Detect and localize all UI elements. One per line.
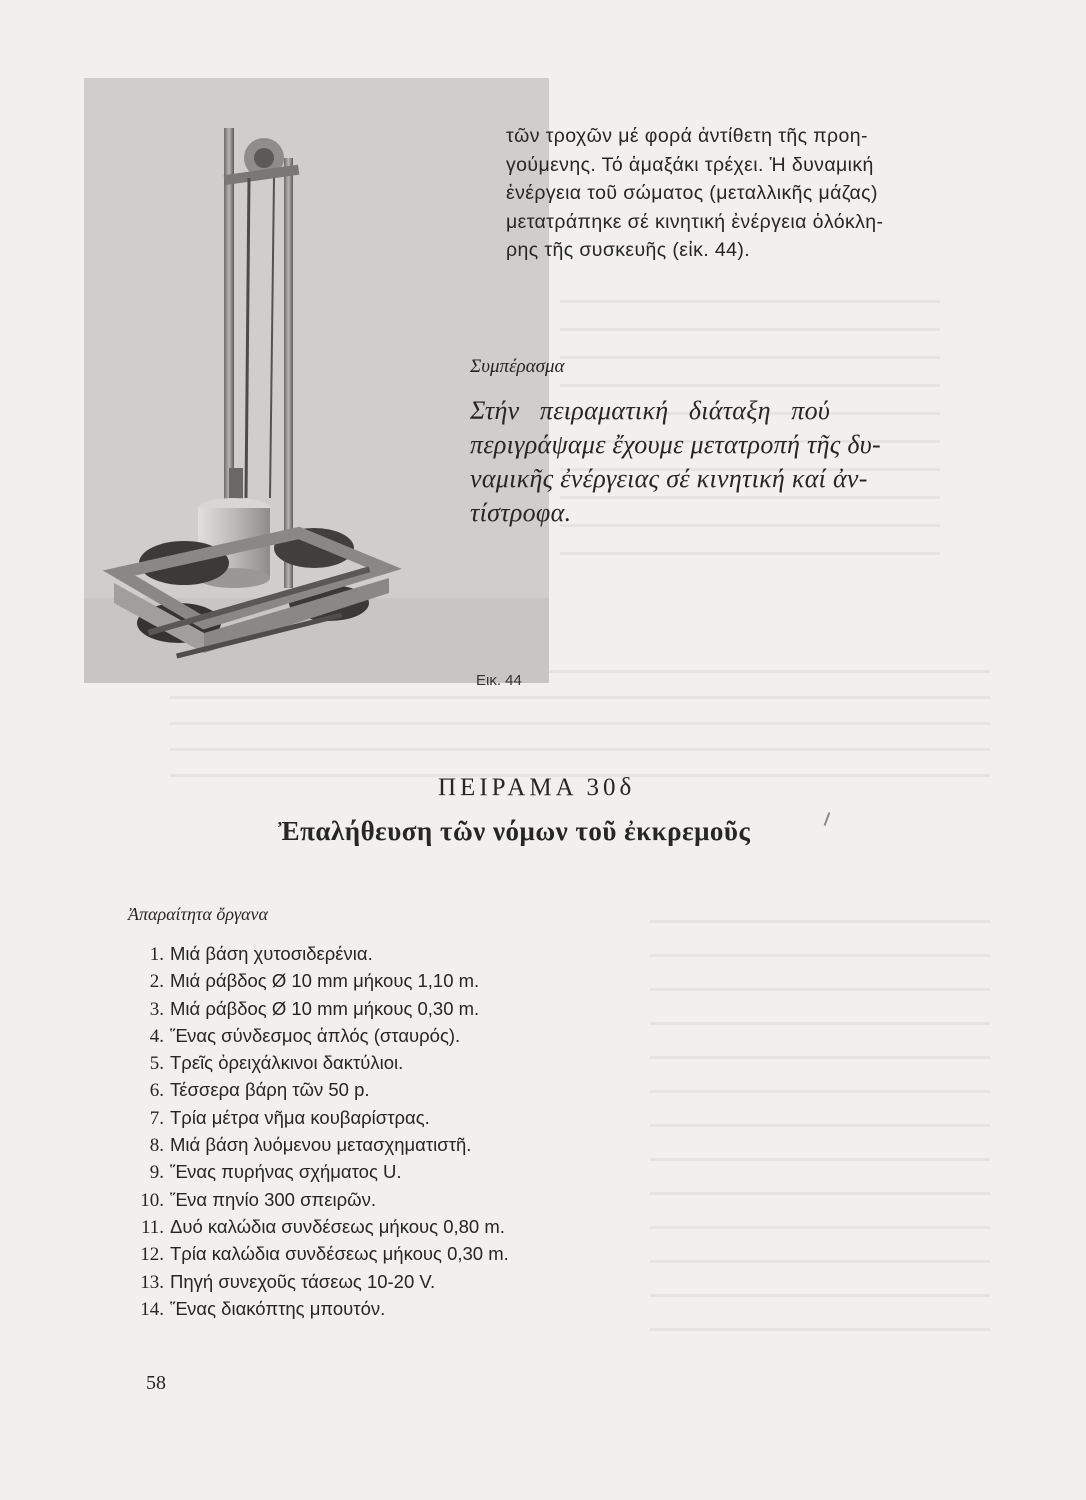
list-item: 14. Ἕνας διακόπτης μπουτόν. bbox=[140, 1297, 386, 1320]
experiment-subtitle: Ἐπαλήθευση τῶν νόμων τοῦ ἐκκρεμοῦς bbox=[278, 816, 751, 846]
bleed-through bbox=[170, 670, 990, 790]
list-item: 8. Μιά βάση λυόμενου μετασχηματιστῆ. bbox=[149, 1134, 472, 1157]
apparatus-illustration bbox=[84, 78, 549, 683]
paragraph-line: ἐνέργεια τοῦ σώματος (μεταλλικῆς μάζας) bbox=[506, 182, 878, 204]
requirements-list bbox=[128, 940, 688, 1322]
bleed-through bbox=[650, 920, 990, 1360]
list-item: 4. Ἕνας σύνδεσμος ἁπλός (σταυρός). bbox=[149, 1024, 461, 1047]
figure-caption: Εικ. 44 bbox=[476, 672, 522, 689]
conclusion-line: περιγράψαμε ἔχουμε μετατροπή τῆς δυ- bbox=[470, 430, 881, 459]
body-paragraph bbox=[506, 122, 966, 265]
figure-photo bbox=[84, 78, 549, 683]
paragraph-line: τῶν τροχῶν μέ φορά ἀντίθετη τῆς προη- bbox=[506, 125, 868, 147]
list-item: 7. Τρία μέτρα νῆμα κουβαρίστρας. bbox=[149, 1106, 430, 1129]
list-item: 5. Τρεῖς ὀρειχάλκινοι δακτύλιοι. bbox=[149, 1052, 404, 1075]
conclusion-line: ναμικῆς ἐνέργειας σέ κινητική καί ἀν- bbox=[470, 464, 868, 493]
list-item: 11. Δυό καλώδια συνδέσεως μήκους 0,80 m. bbox=[140, 1215, 505, 1238]
list-item: 1. Μιά βάση χυτοσιδερένια. bbox=[149, 943, 373, 965]
conclusion-heading: Συμπέρασμα bbox=[470, 356, 565, 377]
paragraph-line: ρης τῆς συσκευῆς (εἰκ. 44). bbox=[506, 239, 751, 261]
conclusion-text bbox=[470, 394, 940, 530]
conclusion-line: Στήν πειραματική διάταξη πού bbox=[470, 396, 831, 425]
list-item: 3. Μιά ράβδος Ø 10 mm μήκους 0,30 m. bbox=[149, 997, 480, 1020]
list-item: 2. Μιά ράβδος Ø 10 mm μήκους 1,10 m. bbox=[149, 970, 480, 993]
experiment-title: ΠΕΙΡΑΜΑ 30δ bbox=[438, 774, 636, 801]
list-item: 9. Ἕνας πυρήνας σχήματος U. bbox=[149, 1161, 402, 1184]
paragraph-line: γούμενης. Τό ἁμαξάκι τρέχει. Ἡ δυναμική bbox=[506, 153, 874, 176]
paragraph-line: μετατράπηκε σέ κινητική ἐνέργεια ὁλόκλη- bbox=[506, 210, 884, 233]
list-item: 10. Ἕνα πηνίο 300 σπειρῶν. bbox=[140, 1188, 376, 1211]
list-item: 6. Τέσσερα βάρη τῶν 50 p. bbox=[149, 1079, 370, 1102]
list-item: 13. Πηγή συνεχοῦς τάσεως 10-20 V. bbox=[140, 1270, 436, 1293]
conclusion-line: τίστροφα. bbox=[470, 498, 572, 527]
list-item: 12. Τρία καλώδια συνδέσεως μήκους 0,30 m. bbox=[140, 1243, 509, 1266]
stray-mark bbox=[824, 812, 831, 826]
requirements-heading: Ἀπαραίτητα ὄργανα bbox=[128, 904, 268, 924]
page-number: 58 bbox=[146, 1372, 166, 1394]
